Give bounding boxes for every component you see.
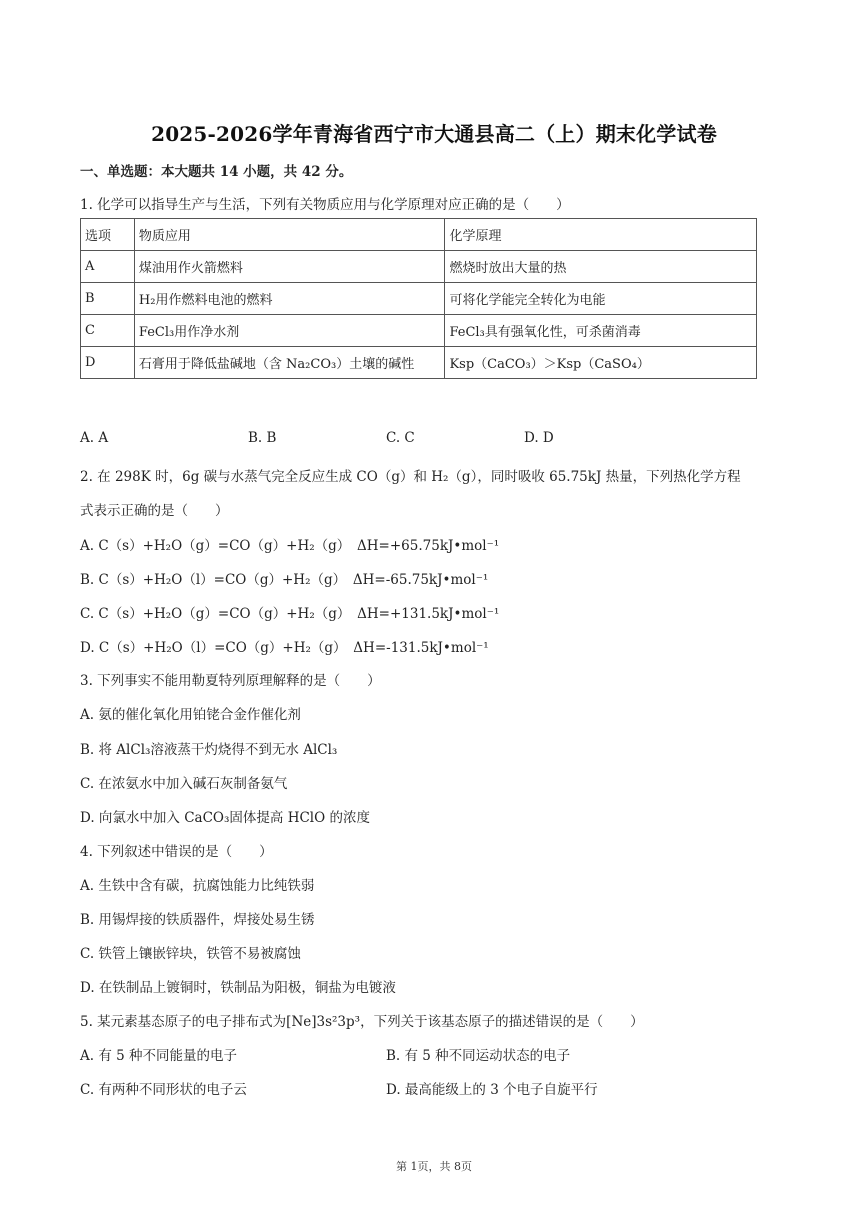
table-cell: 燃烧时放出大量的热 (445, 251, 757, 283)
table-cell: 可将化学能完全转化为电能 (445, 283, 757, 315)
q4-stem: 4. 下列叙述中错误的是（ ） (80, 844, 273, 860)
q1-choice-d: D. D (524, 430, 554, 446)
table-cell: 石膏用于降低盐碱地（含 Na₂CO₃）土壤的碱性 (134, 347, 445, 379)
q2-option-b: B. C（s）+H₂O（l）=CO（g）+H₂（g） ΔH=-65.75kJ•mol⁻¹ (80, 572, 489, 588)
q1-table (80, 218, 757, 379)
q1-choice-c: C. C (386, 430, 415, 446)
q3-stem: 3. 下列事实不能用勒夏特列原理解释的是（ ） (80, 673, 381, 689)
q4-option-b: B. 用锡焊接的铁质器件，焊接处易生锈 (80, 912, 315, 928)
q5-option-d: D. 最高能级上的 3 个电子自旋平行 (386, 1082, 598, 1098)
q1-stem: 1. 化学可以指导生产与生活，下列有关物质应用与化学原理对应正确的是（ ） (80, 197, 570, 213)
q1-choice-b: B. B (248, 430, 277, 446)
table-cell: D (81, 347, 135, 379)
table-cell: 煤油用作火箭燃料 (134, 251, 445, 283)
q4-option-a: A. 生铁中含有碳，抗腐蚀能力比纯铁弱 (80, 878, 315, 894)
table-row (81, 283, 757, 315)
table-cell: FeCl₃具有强氧化性，可杀菌消毒 (445, 315, 757, 347)
table-cell: C (81, 315, 135, 347)
q5-stem: 5. 某元素基态原子的电子排布式为[Ne]3s²3p³，下列关于该基态原子的描述错误的是（ ） (80, 1014, 644, 1030)
table-cell: H₂用作燃料电池的燃料 (134, 283, 445, 315)
q3-option-d: D. 向氯水中加入 CaCO₃固体提高 HClO 的浓度 (80, 810, 370, 826)
q1-choice-a: A. A (80, 430, 109, 446)
table-cell: Ksp（CaCO₃）＞Ksp（CaSO₄） (445, 347, 757, 379)
table-cell: FeCl₃用作净水剂 (134, 315, 445, 347)
q3-option-a: A. 氨的催化氧化用铂铑合金作催化剂 (80, 707, 301, 723)
table-cell: 选项 (81, 219, 135, 251)
table-cell: B (81, 283, 135, 315)
q2-option-c: C. C（s）+H₂O（g）=CO（g）+H₂（g） ΔH=+131.5kJ•mol⁻¹ (80, 606, 500, 622)
q2-option-d: D. C（s）+H₂O（l）=CO（g）+H₂（g） ΔH=-131.5kJ•mol⁻¹ (80, 640, 489, 656)
section-heading: 一、单选题：本大题共 14 小题，共 42 分。 (80, 164, 353, 180)
q2-stem-line1: 2. 在 298K 时，6g 碳与水蒸气完全反应生成 CO（g）和 H₂（g），同时吸收 65.75kJ 热量，下列热化学方程 (80, 469, 741, 485)
table-cell: 化学原理 (445, 219, 757, 251)
q5-option-a: A. 有 5 种不同能量的电子 (80, 1048, 238, 1064)
page-footer: 第 1页，共 8页 (396, 1160, 472, 1173)
q5-option-c: C. 有两种不同形状的电子云 (80, 1082, 247, 1098)
table-row (81, 251, 757, 283)
q3-option-b: B. 将 AlCl₃溶液蒸干灼烧得不到无水 AlCl₃ (80, 742, 338, 758)
table-cell: A (81, 251, 135, 283)
q2-stem-line2: 式表示正确的是（ ） (80, 503, 229, 519)
table-row (81, 315, 757, 347)
table-row (81, 347, 757, 379)
q3-option-c: C. 在浓氨水中加入碱石灰制备氨气 (80, 776, 288, 792)
table-cell: 物质应用 (134, 219, 445, 251)
q4-option-d: D. 在铁制品上镀铜时，铁制品为阳极，铜盐为电镀液 (80, 980, 396, 996)
exam-title: 2025-2026学年青海省西宁市大通县高二（上）期末化学试卷 (151, 122, 717, 146)
q4-option-c: C. 铁管上镶嵌锌块，铁管不易被腐蚀 (80, 946, 301, 962)
q2-option-a: A. C（s）+H₂O（g）=CO（g）+H₂（g） ΔH=+65.75kJ•mol⁻¹ (80, 538, 500, 554)
table-header-row (81, 219, 757, 251)
q5-option-b: B. 有 5 种不同运动状态的电子 (386, 1048, 571, 1064)
